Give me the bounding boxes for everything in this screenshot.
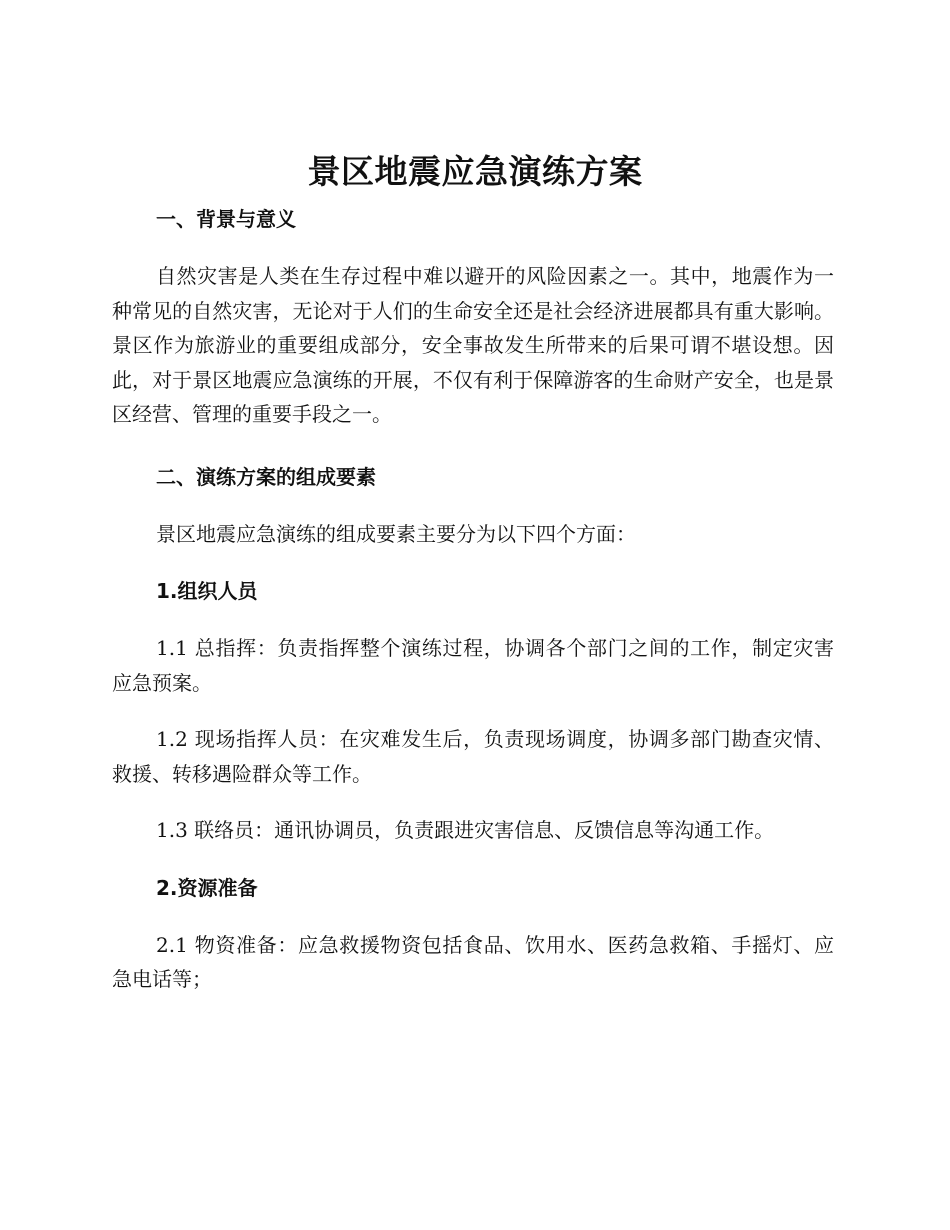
section-heading-background: 一、背景与意义 bbox=[156, 207, 296, 231]
document-body bbox=[112, 202, 834, 997]
document-title: 景区地震应急演练方案 bbox=[307, 152, 643, 191]
list-item-liaison: 1.3 联络员：通讯协调员，负责跟进灾害信息、反馈信息等沟通工作。 bbox=[156, 818, 775, 842]
list-item-supplies: 2.1 物资准备：应急救援物资包括食品、饮用水、医药急救箱、手摇灯、应急电话等； bbox=[112, 932, 834, 991]
subsection-heading-personnel: 1.组织人员 bbox=[156, 579, 258, 603]
paragraph-components-intro: 景区地震应急演练的组成要素主要分为以下四个方面： bbox=[156, 521, 636, 546]
section-heading-components: 二、演练方案的组成要素 bbox=[156, 464, 376, 489]
list-item-commander: 1.1 总指挥：负责指挥整个演练过程，协调各个部门之间的工作，制定灾害应急预案。 bbox=[112, 636, 834, 695]
subsection-heading-resources: 2.资源准备 bbox=[156, 875, 258, 900]
list-item-site-commander: 1.2 现场指挥人员：在灾难发生后，负责现场调度，协调多部门勘查灾情、救援、转移遇险群众等工作。 bbox=[112, 727, 834, 786]
paragraph-background: 自然灾害是人类在生存过程中难以避开的风险因素之一。其中，地震作为一种常见的自然灾害，无论对于人们的生命安全还是社会经济进展都具有重大影响。景区作为旅游业的重要组成部分，安全事故发生所带来的后果可谓不堪设想。因此，对于景区地震应急演练的开展，不仅有利于保障游客的生命财产安全，也是景区经营、管理的重要手段之一。 bbox=[112, 264, 834, 426]
